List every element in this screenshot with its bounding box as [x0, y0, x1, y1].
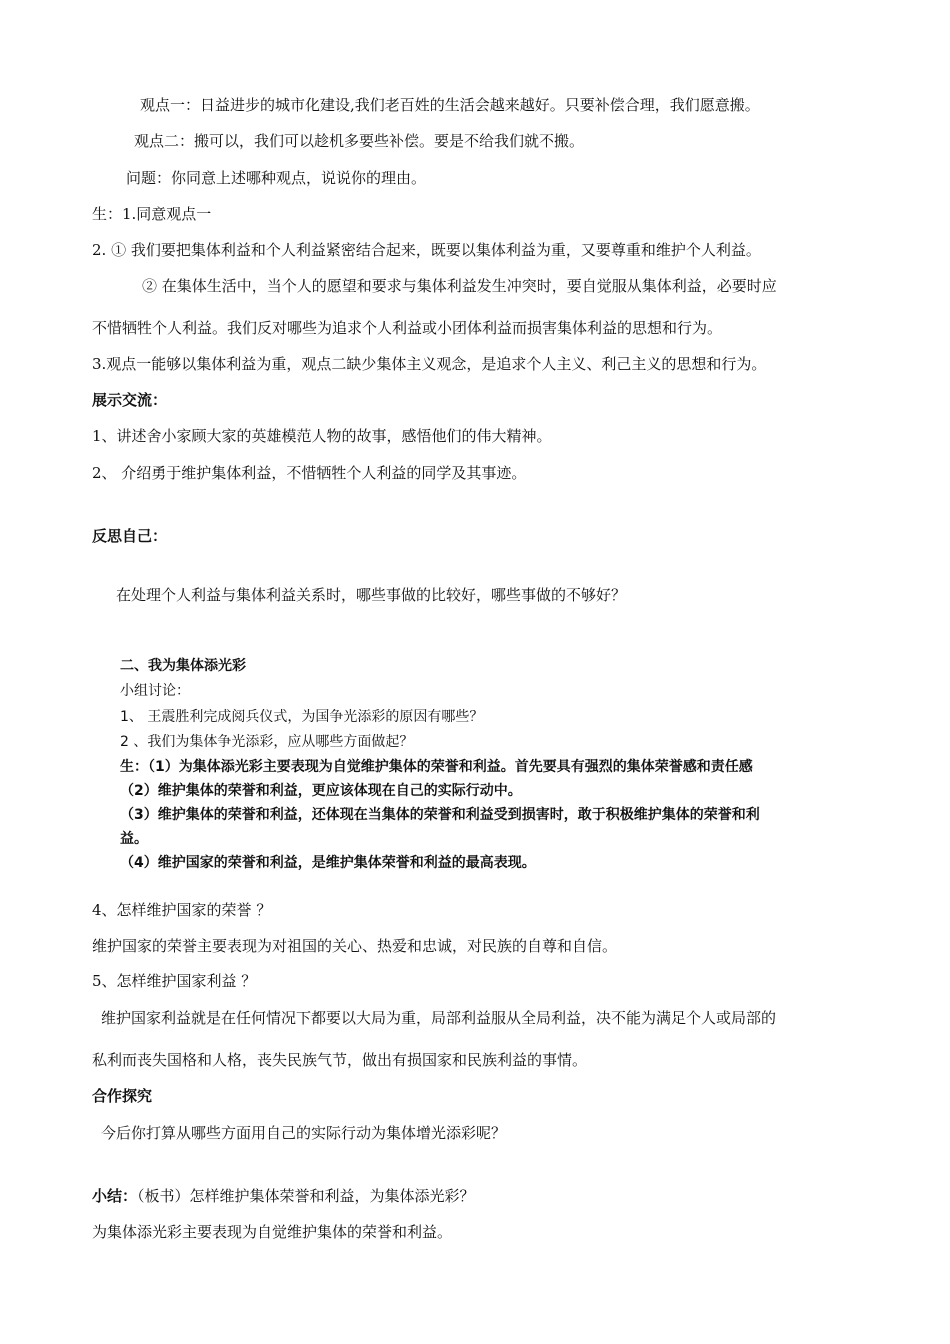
answer-five-line2: 私利而丧失国格和人格，丧失民族气节，做出有损国家和民族利益的事情。: [92, 1051, 588, 1069]
discussion-question-1: 1、 王震胜利完成阅兵仪式，为国争光添彩的原因有哪些？: [120, 709, 484, 725]
discussion-answer-4: （4）维护国家的荣誉和利益，是维护集体荣誉和利益的最高表现。: [120, 855, 536, 871]
answer-five-line1: 维护国家利益就是在任何情况下都要以大局为重，局部利益服从全局利益，决不能为满足个人或局部的: [101, 1009, 777, 1027]
reflect-heading: 反思自己：: [92, 527, 168, 545]
summary-line: [92, 1186, 475, 1206]
exchange-item-2: 2、 介绍勇于维护集体利益，不惜牺牲个人利益的同学及其事迹。: [92, 464, 527, 482]
discussion-answer-3-line2: 益。: [120, 831, 148, 847]
reflect-text: 在处理个人利益与集体利益关系时，哪些事做的比较好，哪些事做的不够好？: [116, 586, 627, 604]
exchange-item-1: 1、讲述舍小家顾大家的英雄模范人物的故事，感悟他们的伟大精神。: [92, 427, 552, 445]
discussion-answer-1: 生：（1）为集体添光彩主要表现为自觉维护集体的荣誉和利益。首先要具有强烈的集体荣誉感和责任感: [120, 759, 753, 775]
answer-four: 维护国家的荣誉主要表现为对祖国的关心、热爱和忠诚，对民族的自尊和自信。: [92, 937, 618, 955]
group-discussion-label: 小组讨论：: [120, 683, 190, 699]
question-four: 4、怎样维护国家的荣誉 ？: [92, 901, 272, 919]
cooperate-text: 今后你打算从哪些方面用自己的实际行动为集体增光添彩呢？: [101, 1124, 507, 1142]
discussion-answer-3-line1: （3）维护集体的荣誉和利益，还体现在当集体的荣誉和利益受到损害时，敢于积极维护集体的荣誉和利: [120, 807, 760, 823]
answer-two-b-line1: ② 在集体生活中，当个人的愿望和要求与集体利益发生冲突时，要自觉服从集体利益，必要时应: [142, 277, 777, 295]
view-one: 观点一：日益进步的城市化建设,我们老百姓的生活会越来越好。只要补偿合理，我们愿意搬。: [140, 96, 760, 114]
summary-line-2: 为集体添光彩主要表现为自觉维护集体的荣誉和利益。: [92, 1223, 453, 1241]
answer-one: 生：1.同意观点一: [92, 205, 212, 223]
question: 问题：你同意上述哪种观点，说说你的理由。: [126, 169, 427, 187]
part-two-heading: 二、我为集体添光彩: [120, 658, 246, 674]
view-two: 观点二：搬可以，我们可以趁机多要些补偿。要是不给我们就不搬。: [134, 132, 585, 150]
summary-label: 小结：: [92, 1187, 138, 1205]
answer-three: 3.观点一能够以集体利益为重，观点二缺少集体主义观念，是追求个人主义、利己主义的思想和行为。: [92, 355, 767, 373]
answer-two-a: 2. ① 我们要把集体利益和个人利益紧密结合起来，既要以集体利益为重，又要尊重和维护个人利益。: [92, 241, 761, 259]
discussion-answer-2: （2）维护集体的荣誉和利益，更应该体现在自己的实际行动中。: [120, 783, 522, 799]
answer-two-b-line2: 不惜牺牲个人利益。我们反对哪些为追求个人利益或小团体利益而损害集体利益的思想和行为。: [92, 319, 723, 337]
summary-text: （板书）怎样维护集体荣誉和利益，为集体添光彩？: [137, 1187, 475, 1205]
question-five: 5、怎样维护国家利益 ？: [92, 972, 257, 990]
cooperate-heading: 合作探究: [92, 1087, 153, 1105]
discussion-question-2: 2 、我们为集体争光添彩，应从哪些方面做起？: [120, 734, 414, 750]
exchange-heading: 展示交流：: [92, 391, 168, 409]
